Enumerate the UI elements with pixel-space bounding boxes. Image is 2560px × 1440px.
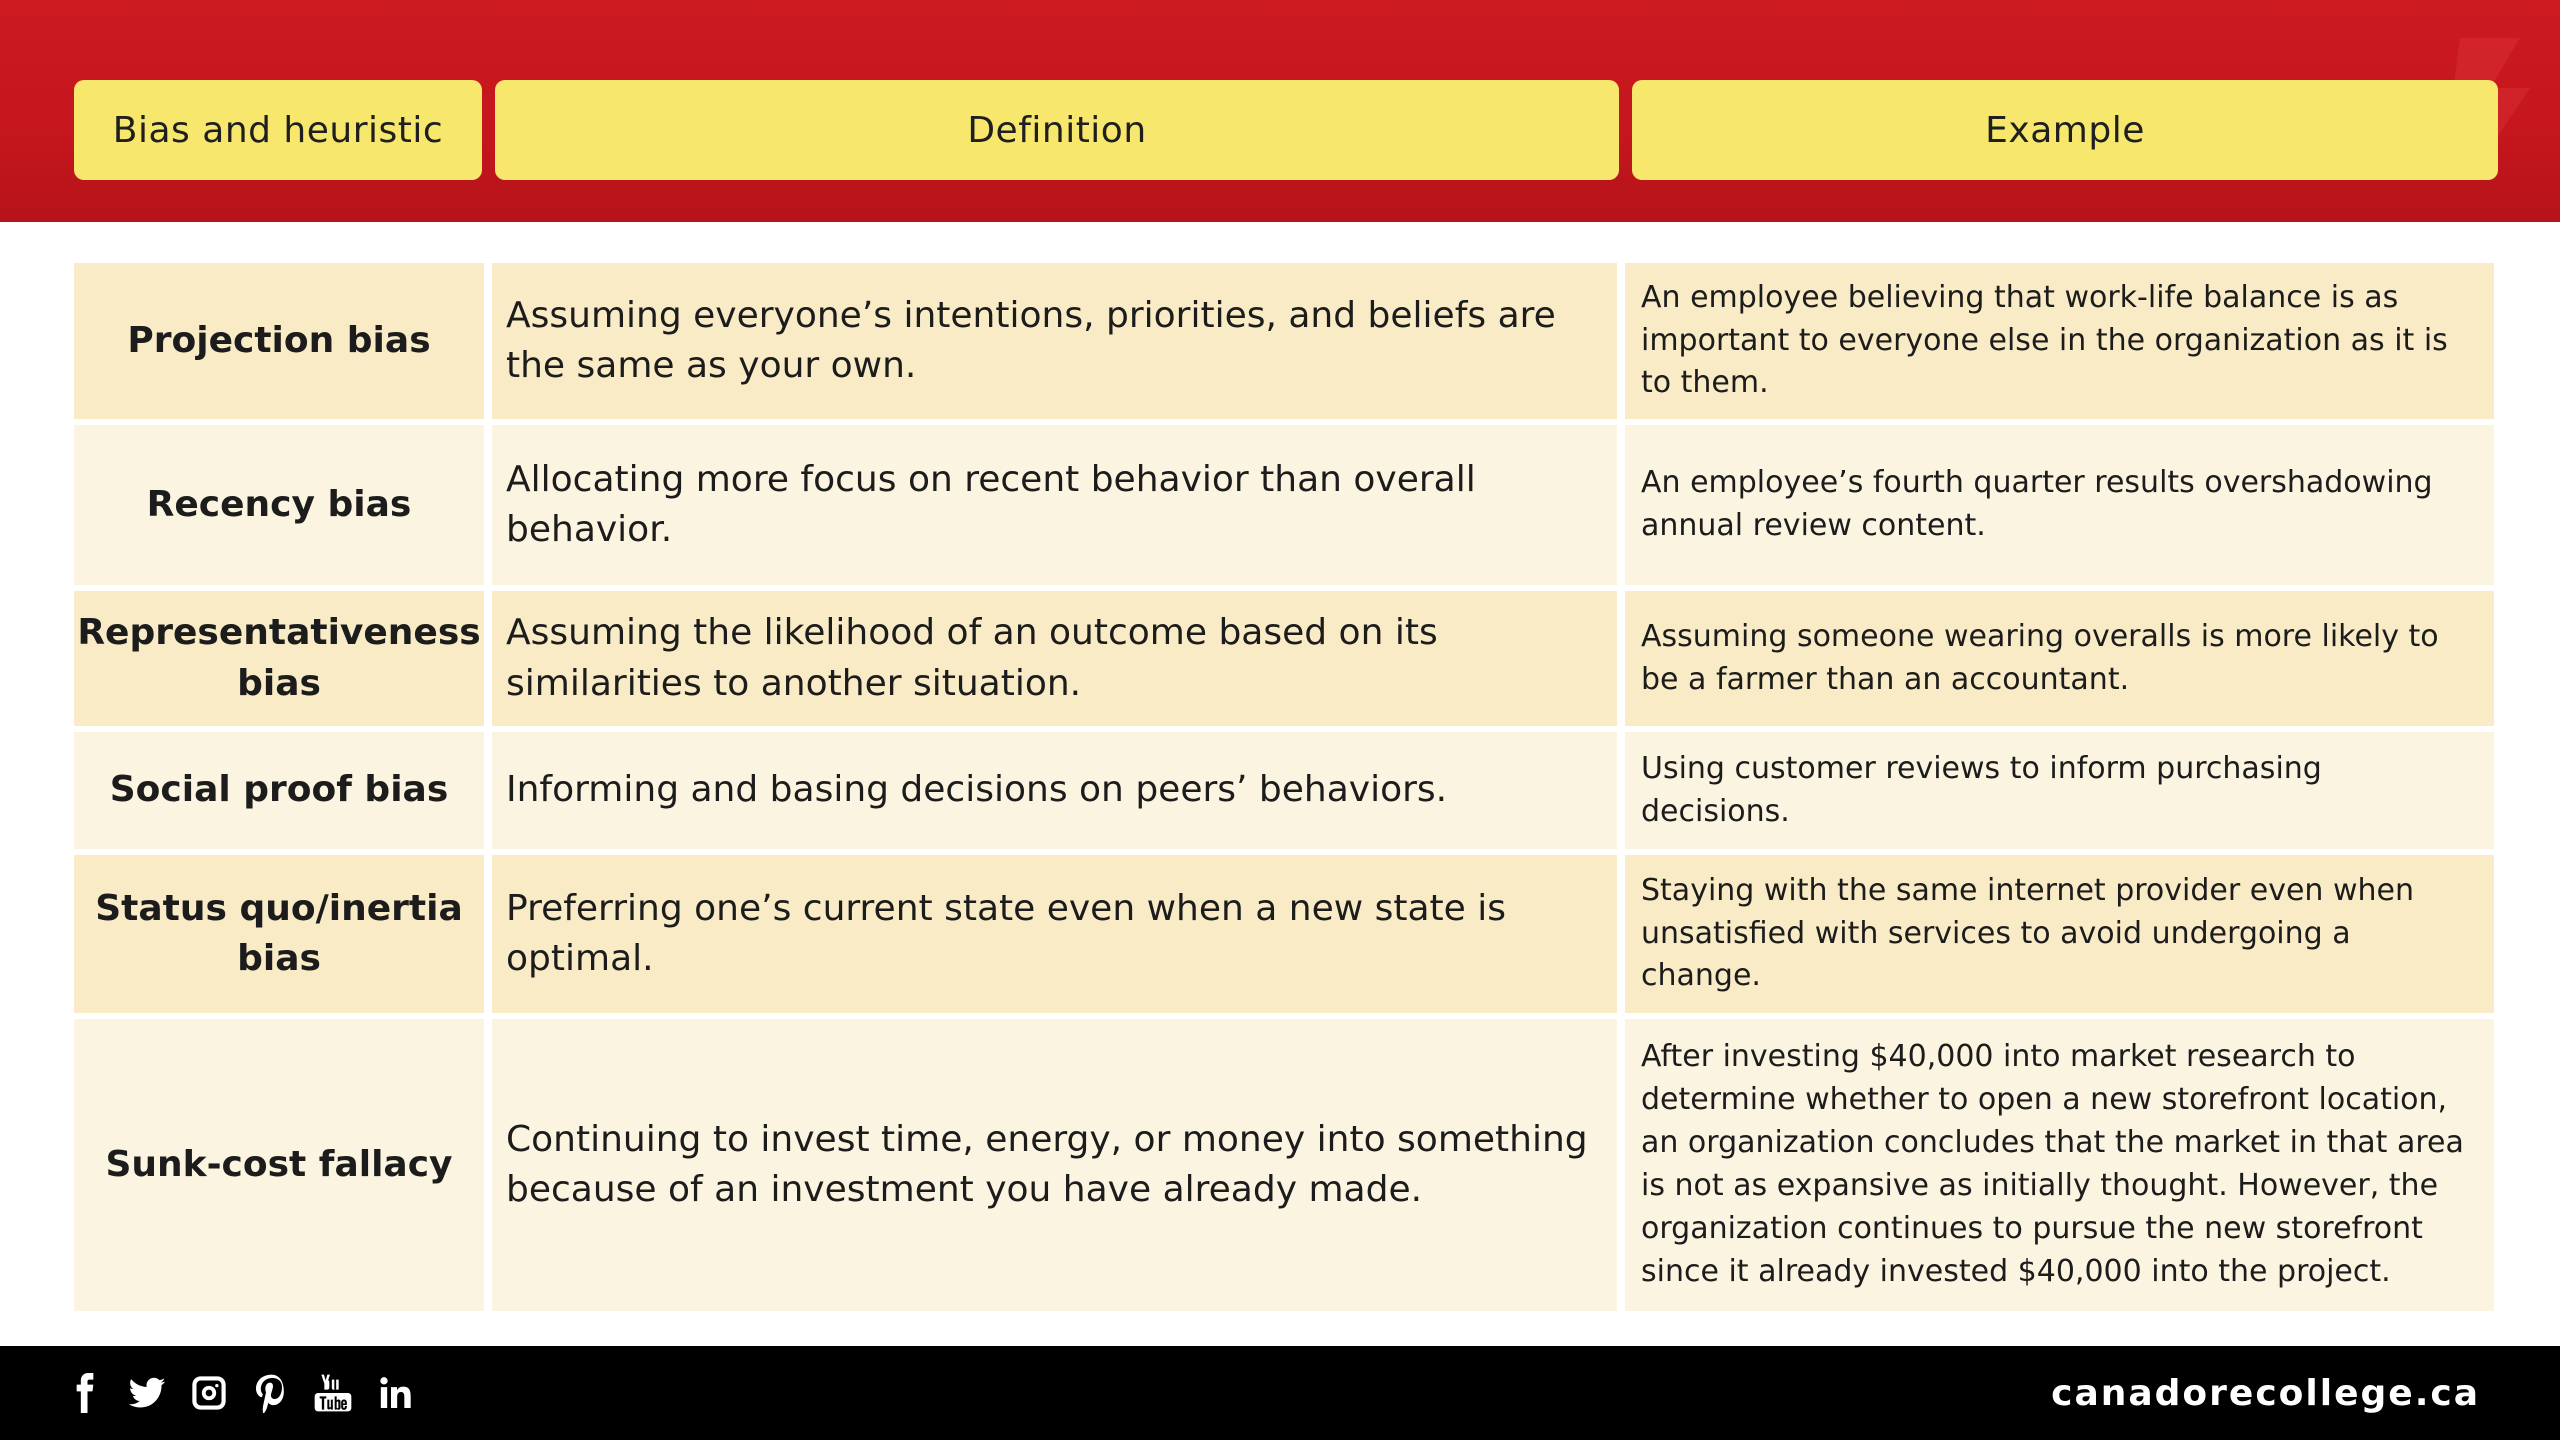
bias-name-cell: Sunk-cost fallacy [74, 1019, 484, 1311]
example-cell: Assuming someone wearing overalls is more likely to be a farmer than an accountant. [1625, 591, 2494, 726]
example-cell: After investing $40,000 into market research to determine whether to open a new storefront location, an organization concludes that the market in that area is not as expansive as initially thought. However, the organization continues to pursue the new storefront since it already invested $40,000 into the project. [1625, 1019, 2494, 1311]
definition-cell: Assuming the likelihood of an outcome based on its similarities to another situation. [492, 591, 1617, 726]
bias-name-cell: Projection bias [74, 263, 484, 419]
footer-bar [0, 1346, 2560, 1440]
bias-table [74, 263, 2488, 1311]
facebook-icon[interactable] [64, 1372, 106, 1414]
youtube-icon[interactable] [312, 1372, 354, 1414]
example-cell: An employee believing that work-life balance is as important to everyone else in the organization as it is to them. [1625, 263, 2494, 419]
bias-name-cell: Status quo/inertia bias [74, 855, 484, 1013]
header-definition: Definition [495, 80, 1619, 180]
definition-cell: Preferring one’s current state even when a new state is optimal. [492, 855, 1617, 1013]
bias-name-cell: Social proof bias [74, 732, 484, 849]
definition-cell: Continuing to invest time, energy, or money into something because of an investment you have already made. [492, 1019, 1617, 1311]
example-cell: An employee’s fourth quarter results overshadowing annual review content. [1625, 425, 2494, 585]
instagram-icon[interactable] [188, 1372, 230, 1414]
definition-cell: Allocating more focus on recent behavior than overall behavior. [492, 425, 1617, 585]
social-links [64, 1366, 416, 1420]
linkedin-icon[interactable] [374, 1372, 416, 1414]
example-cell: Using customer reviews to inform purchasing decisions. [1625, 732, 2494, 849]
definition-cell: Informing and basing decisions on peers’ behaviors. [492, 732, 1617, 849]
header-bias-and-heuristic: Bias and heuristic [74, 80, 482, 180]
example-cell: Staying with the same internet provider even when unsatisfied with services to avoid undergoing a change. [1625, 855, 2494, 1013]
definition-cell: Assuming everyone’s intentions, priorities, and beliefs are the same as your own. [492, 263, 1617, 419]
bias-name-cell: Recency bias [74, 425, 484, 585]
pinterest-icon[interactable] [250, 1372, 292, 1414]
bias-name-cell: Representativeness bias [74, 591, 484, 726]
twitter-icon[interactable] [126, 1372, 168, 1414]
website-url[interactable]: canadorecollege.ca [2051, 1372, 2480, 1414]
header-example: Example [1632, 80, 2498, 180]
